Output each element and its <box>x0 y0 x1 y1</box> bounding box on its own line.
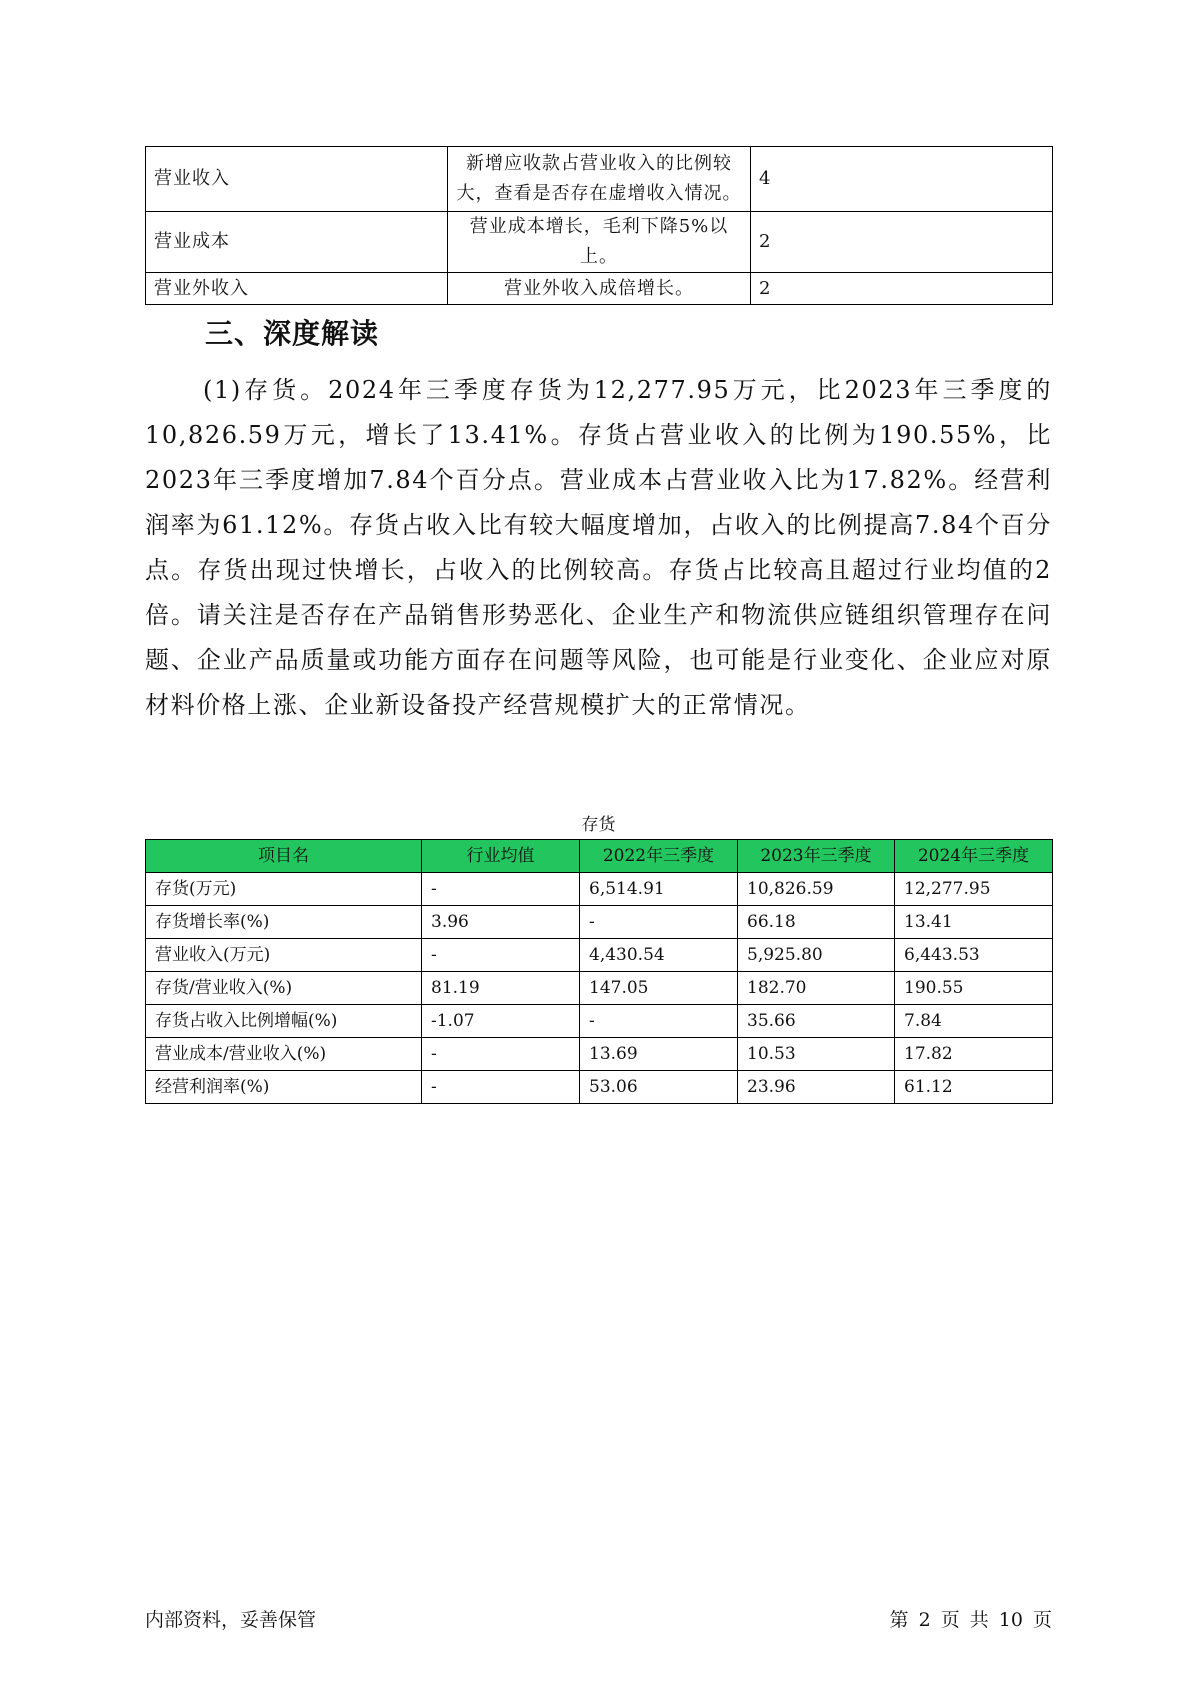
risk-condition-cell: 营业外收入成倍增长。 <box>448 273 751 305</box>
table-cell: 7.84 <box>895 1005 1053 1038</box>
analysis-paragraph: (1)存货。2024年三季度存货为12,277.95万元，比2023年三季度的10,826.59万元，增长了13.41%。存货占营业收入的比例为190.55%，比2023年三季度增加7.84个百分点。营业成本占营业收入比为17.82%。经营利润率为61.12%。存货占收入比有较大幅度增加，占收入的比例提高7.84个百分点。存货出现过快增长，占收入的比例较高。存货占比较高且超过行业均值的2倍。请关注是否存在产品销售形势恶化、企业生产和物流供应链组织管理存在问题、企业产品质量或功能方面存在问题等风险，也可能是行业变化、企业应对原材料价格上涨、企业新设备投产经营规模扩大的正常情况。 <box>145 376 1052 719</box>
page-number: 第 2 页 共 10 页 <box>889 1609 1052 1631</box>
table-cell: 6,443.53 <box>895 939 1053 972</box>
table-cell: 5,925.80 <box>738 939 895 972</box>
section-heading: 三、深度解读 <box>205 317 380 350</box>
table-cell: 182.70 <box>738 972 895 1005</box>
inventory-table <box>145 839 1053 1104</box>
column-header: 2022年三季度 <box>580 840 738 873</box>
risk-item-cell: 营业成本 <box>146 212 448 273</box>
risk-indicator-table <box>145 146 1053 305</box>
table-header-row <box>146 840 1053 873</box>
table-cell: - <box>422 939 580 972</box>
column-header: 2024年三季度 <box>895 840 1053 873</box>
risk-score-cell: 2 <box>751 212 1053 273</box>
table-cell: 经营利润率(%) <box>146 1071 422 1104</box>
table-row <box>146 972 1053 1005</box>
table-cell: 存货占收入比例增幅(%) <box>146 1005 422 1038</box>
risk-condition-cell: 营业成本增长，毛利下降5%以上。 <box>448 212 751 273</box>
risk-score-cell: 2 <box>751 273 1053 305</box>
table-row <box>146 1071 1053 1104</box>
risk-score-cell: 4 <box>751 147 1053 212</box>
table-row <box>146 273 1053 305</box>
table-cell: 53.06 <box>580 1071 738 1104</box>
table-cell: 190.55 <box>895 972 1053 1005</box>
confidentiality-note: 内部资料，妥善保管 <box>145 1609 317 1631</box>
table-row <box>146 906 1053 939</box>
risk-condition-cell: 新增应收款占营业收入的比例较大，查看是否存在虚增收入情况。 <box>448 147 751 212</box>
table-row <box>146 147 1053 212</box>
table-cell: 存货/营业收入(%) <box>146 972 422 1005</box>
table-cell: 营业成本/营业收入(%) <box>146 1038 422 1071</box>
table-cell: 3.96 <box>422 906 580 939</box>
table-cell: - <box>580 1005 738 1038</box>
table-cell: 13.69 <box>580 1038 738 1071</box>
table-cell: 66.18 <box>738 906 895 939</box>
table-cell: - <box>580 906 738 939</box>
table-caption: 存货 <box>581 815 616 835</box>
table-cell: 4,430.54 <box>580 939 738 972</box>
column-header: 行业均值 <box>422 840 580 873</box>
table-cell: - <box>422 1071 580 1104</box>
table-row <box>146 939 1053 972</box>
table-cell: 81.19 <box>422 972 580 1005</box>
table-row <box>146 1005 1053 1038</box>
risk-item-cell: 营业外收入 <box>146 273 448 305</box>
table-cell: 147.05 <box>580 972 738 1005</box>
column-header: 2023年三季度 <box>738 840 895 873</box>
table-cell: 17.82 <box>895 1038 1053 1071</box>
table-cell: - <box>422 873 580 906</box>
table-cell: 23.96 <box>738 1071 895 1104</box>
table-cell: 12,277.95 <box>895 873 1053 906</box>
table-cell: 35.66 <box>738 1005 895 1038</box>
table-row <box>146 1038 1053 1071</box>
table-cell: - <box>422 1038 580 1071</box>
table-cell: 13.41 <box>895 906 1053 939</box>
table-row <box>146 212 1053 273</box>
table-cell: 存货增长率(%) <box>146 906 422 939</box>
table-cell: 存货(万元) <box>146 873 422 906</box>
column-header: 项目名 <box>146 840 422 873</box>
table-cell: 61.12 <box>895 1071 1053 1104</box>
table-cell: 10,826.59 <box>738 873 895 906</box>
risk-item-cell: 营业收入 <box>146 147 448 212</box>
table-cell: 营业收入(万元) <box>146 939 422 972</box>
table-cell: -1.07 <box>422 1005 580 1038</box>
table-cell: 10.53 <box>738 1038 895 1071</box>
table-cell: 6,514.91 <box>580 873 738 906</box>
table-row <box>146 873 1053 906</box>
